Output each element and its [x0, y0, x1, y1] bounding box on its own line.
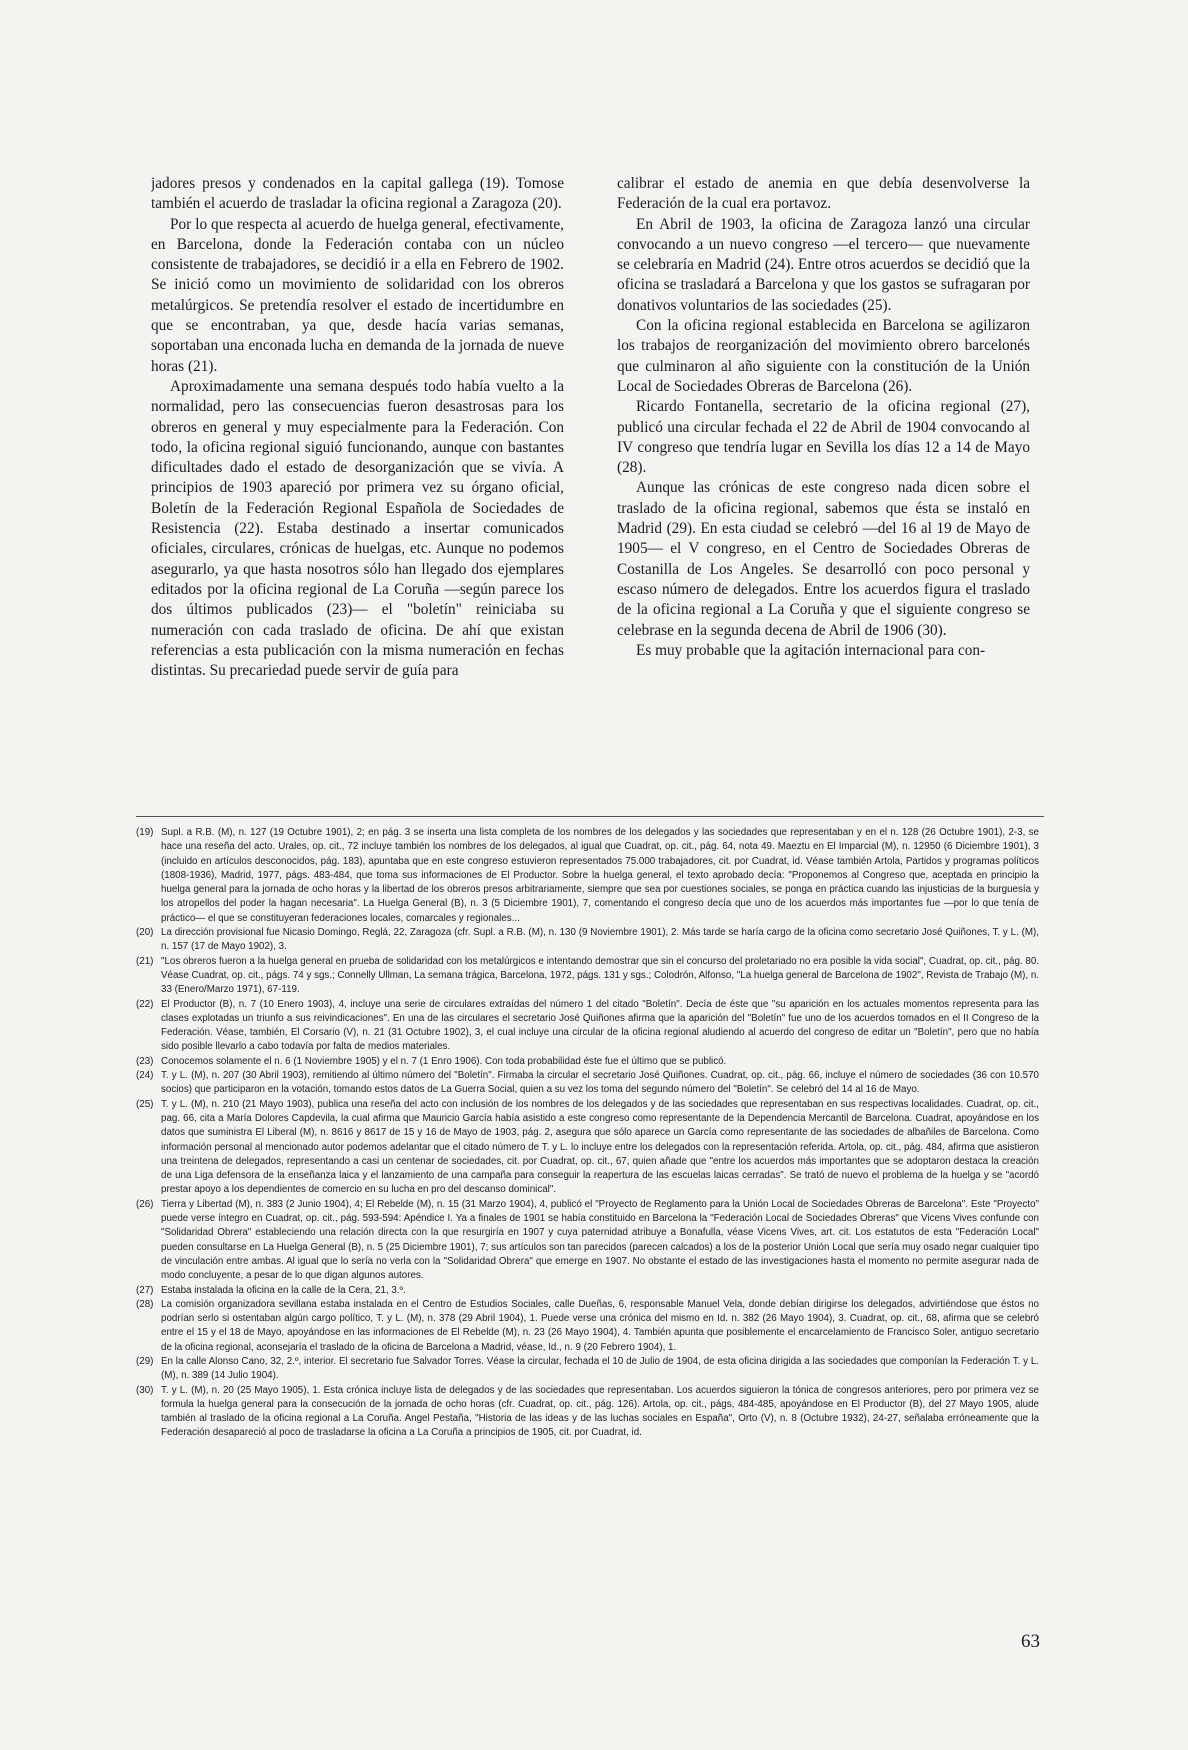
footnote	[136, 1384, 1039, 1441]
footnote	[136, 1069, 1039, 1098]
footnote-text: En la calle Alonso Cano, 32, 2.º, interior. El secretario fue Salvador Torres. Véase la circular, fechada el 10 de Julio de 1904, de esta oficina dirigida a las sociedades que componían la Federación T. y L. (M), n. 389 (14 Julio 1904).	[161, 1355, 1039, 1382]
footnote-number: (30)	[136, 1384, 154, 1396]
body-paragraph: Con la oficina regional establecida en Barcelona se agilizaron los trabajos de reorganización del movimiento obrero barcelonés que culminaron al año siguiente con la constitución de la Unión Local de Sociedades Obreras de Barcelona (26).	[617, 317, 1030, 395]
body-paragraph: Aunque las crónicas de este congreso nada dicen sobre el traslado de la oficina regional, sabemos que ésta se instaló en Madrid (29). En esta ciudad se celebró —del 16 al 19 de Mayo de 1905— el V congreso, en el Centro de Sociedades Obreras de Costanilla de Los Angeles. Se desarrolló con poco personal y escaso número de delegados. Entre los acuerdos figura el traslado de la oficina regional a La Coruña y que el siguiente congreso se celebrase en la segunda decena de Abril de 1906 (30).	[617, 479, 1030, 639]
footnote	[136, 826, 1039, 926]
footnote-number: (20)	[136, 927, 154, 939]
footnote-number: (26)	[136, 1198, 154, 1210]
footnote-text: T. y L. (M), n. 207 (30 Abril 1903), remitiendo al último número del "Boletín". Firmaba la circular el secretario José Quiñones. Cuadrat, op. cit., pág. 66, incluye el número de sociedades (36 con 10.570 socios) que participaron en la votación, tomando estos datos de La Guerra Social, quien a su vez los toma del segundo número del "Boletín". Se celebró del 14 al 16 de Mayo.	[161, 1070, 1039, 1096]
footnote-number: (19)	[136, 827, 154, 838]
footnote-text: El Productor (B), n. 7 (10 Enero 1903), 4, incluye una serie de circulares extraídas del número 1 del citado "Boletín". Decía de éste que "su aparición en los actuales momentos representa para las clases explotadas un triunfo a sus reivindicaciones". En una de las circulares el secretario José Quiñones afirma que la aparición del "Boletín" fue uno de los acuerdos tomados en el II Congreso de la Federación. Véase, también, El Corsario (V), n. 21 (31 Octubre 1902), 3, el cual incluye una circular de la oficina regional aludiendo al acuerdo del congreso de editar un "Boletín", pero que no había sido posible llevarlo a cabo todavía por falta de medios materiales.	[161, 998, 1039, 1053]
footnote-separator	[136, 816, 1044, 817]
footnote-number: (29)	[136, 1355, 154, 1367]
footnote-text: "Los obreros fueron a la huelga general en prueba de solidaridad con los metalúrgicos e intentando demostrar que sin el concurso del proletariado no era posible la vida social", Cuadrat, op. cit., pág. 80. Véase Cuadrat, op. cit., págs. 74 y sgs.; Connelly Ullman, La semana trágica, Barcelona, 1972, págs. 131 y sgs.; Colodrón, Alfonso, "La huelga general de Barcelona de 1902", Revista de Trabajo (M), n. 33 (Enero/Marzo 1971), 67-119.	[161, 955, 1039, 996]
footnote	[136, 1098, 1039, 1198]
main-body	[151, 174, 1041, 734]
footnote-number: (24)	[136, 1070, 154, 1082]
footnote	[136, 955, 1039, 998]
footnote-number: (23)	[136, 1055, 154, 1067]
footnote-text: Tierra y Libertad (M), n. 383 (2 Junio 1904), 4; El Rebelde (M), n. 15 (31 Marzo 1904), 4, publicó el "Proyecto de Reglamento para la Unión Local de Sociedades Obreras de Barcelona". Este "Proyecto" puede verse íntegro en Cuadrat, op. cit., pág. 593-594: Apéndice I. Ya a finales de 1901 se había constituido en Barcelona la "Federación Local de Sociedades Obreras" que Vicens Vives confunde con "Solidaridad Obrera" estableciendo una relación directa con la que resurgiría en 1907 y cuya paternidad atribuye a Bonafulla, véase Vicens Vives, art. cit. Los estatutos de esta "Federación Local" pueden consultarse en La Huelga General (B), n. 5 (25 Diciembre 1901), 7; sus artículos son tan parecidos (parecen calcados) a los de la posterior Unión Local que sería muy osado negar cualquier tipo de vinculación entre ambas. Al igual que lo sería no verla con la "Solidaridad Obrera" que emerge en 1907. No obstante el estado de las investigaciones hasta el momento no permite asegurar nada de modo concluyente, a pesar de lo que digan algunos autores.	[161, 1198, 1039, 1282]
body-column-left	[151, 174, 564, 734]
footnote-text: T. y L. (M), n. 210 (21 Mayo 1903), publica una reseña del acto con inclusión de los nombres de los delegados y de las sociedades que representaban en sus respectivas localidades. Cuadrat, op. cit., pag. 66, cita a María Dolores Capdevila, la cual afirma que Mauricio García había asistido a este congreso como representante de la Dependencia Mercantil de Barcelona. Cuadrat, apoyándose en los datos que suministra El Liberal (M), n. 8616 y 8617 de 15 y 16 de Mayo de 1903, pág. 2, asegura que sólo aparece un García como representante de las sociedades de albañiles de Barcelona. Como información personal al mencionado autor podemos adelantar que el citado número de T. y L. lo incluye entre los delegados con la representación referida. Artola, op. cit., pág. 484, afirma que asistieron una treintena de delegados, representando a casi un centenar de sociedades, cit. por Cuadrat, op. cit., 67, quien añade que "entre los acuerdos más importantes que se adoptaron destaca la creación de una Liga defensora de la enseñanza laica y el lanzamiento de una campaña para conseguir la reapertura de las escuelas laicas cerradas". Se trató de nuevo el problema de la huelga y se "acordó prestar apoyo a los dependientes de comercio en su lucha en pro del descanso dominical".	[161, 1098, 1039, 1196]
footnote	[136, 1355, 1039, 1384]
page-number: 63	[1021, 1631, 1040, 1652]
body-paragraph: Es muy probable que la agitación internacional para con-	[636, 641, 986, 659]
footnote-number: (28)	[136, 1298, 154, 1310]
body-column-right	[617, 174, 1030, 734]
footnote	[136, 1284, 1039, 1298]
footnote	[136, 998, 1039, 1055]
footnote-number: (22)	[136, 998, 154, 1010]
footnote	[136, 1298, 1039, 1355]
body-paragraph: En Abril de 1903, la oficina de Zaragoza lanzó una circular convocando a un nuevo congreso —el tercero— que nuevamente se celebraría en Madrid (24). Entre otros acuerdos se decidió que la oficina se trasladará a Barcelona y que los gastos se sufragaran por donativos voluntarios de las sociedades (25).	[617, 215, 1030, 314]
footnote-text: Conocemos solamente el n. 6 (1 Noviembre 1905) y el n. 7 (1 Enro 1906). Con toda probabilidad éste fue el último que se publicó.	[161, 1055, 727, 1067]
body-paragraph: calibrar el estado de anemia en que debía desenvolverse la Federación de la cual era portavoz.	[617, 175, 1030, 213]
footnote-number: (21)	[136, 955, 154, 967]
body-paragraph: Ricardo Fontanella, secretario de la oficina regional (27), publicó una circular fechada el 22 de Abril de 1904 convocando al IV congreso que tendría lugar en Sevilla los días 12 a 14 de Mayo (28).	[617, 398, 1030, 477]
footnote-text: Estaba instalada la oficina en la calle de la Cera, 21, 3.º.	[161, 1284, 406, 1296]
footnote-text: La dirección provisional fue Nicasio Domingo, Reglá, 22, Zaragoza (cfr. Supl. a R.B. (M), n. 130 (9 Noviembre 1901), 2. Más tarde se haría cargo de la oficina como secretario José Quiñones, T. y L. (M), n. 157 (17 de Mayo 1902), 3.	[161, 927, 1039, 953]
footnote-text: La comisión organizadora sevillana estaba instalada en el Centro de Estudios Sociales, calle Dueñas, 6, responsable Manuel Vela, donde debían dirigirse los delegados, advirtiéndose que éstos no podrían serlo si ostentaban algún cargo político, T. y L. (M), n. 378 (29 Abril 1904), 1. Puede verse una crónica del mismo en Id. n. 382 (26 Mayo 1904), 3. Cuadrat, op. cit., 68, afirma que se celebró entre el 15 y el 18 de Mayo, apoyándose en las informaciones de El Rebelde (M), n. 23 (26 Mayo 1904), 4. También apunta que posiblemente el encarcelamiento de Francisco Soler, antiguo secretario de la oficina regional, aconsejaría el traslado de la oficina de Barcelona a Madrid, véase, Id., n. 9 (20 Febrero 1904), 1.	[161, 1298, 1039, 1353]
footnote	[136, 1055, 1039, 1069]
footnote-text: Supl. a R.B. (M), n. 127 (19 Octubre 1901), 2; en pág. 3 se inserta una lista completa de los nombres de los delegados y las sociedades que representaban y en el n. 128 (26 Octubre 1901), 2-3, se hace una reseña del acto. Urales, op. cit., 72 incluye también los nombres de los delegados, al igual que Cuadrat, op. cit., pág. 64, nota 49. Maeztu en El Imparcial (M), n. 12950 (6 Diciembre 1901), 3 (incluido en artículos desconocidos, pág. 183), apuntaba que en este congreso estuvieron representados 75.000 trabajadores, cit. por Cuadrat, id. Véase también Artola, Partidos y programas políticos (1808-1936), Madrid, 1977, págs. 483-484, que toma sus informaciones de El Productor. Sobre la huelga general, el texto aprobado decía: "Proponemos al Congreso que, aceptada en principio la huelga general para la jornada de ocho horas y la libertad de los obreros presos arbitrariamente, siempre que sea por cuestiones sociales, se ponga en práctica cuando las injusticias de la burguesía y los atropellos del poder la hagan necesaria". La Huelga General (B), n. 3 (5 Diciembre 1901), 7, comentando el congreso decía que uno de los acuerdos más importantes fue —por lo que tenía de práctico— el que se constituyeran federaciones locales, comarcales y regionales...	[161, 827, 1039, 924]
footnote-number: (27)	[136, 1284, 154, 1296]
footnote	[136, 1198, 1039, 1284]
body-paragraph: jadores presos y condenados en la capital gallega (19). Tomose también el acuerdo de trasladar la oficina regional a Zaragoza (20).	[151, 175, 564, 213]
footnote	[136, 926, 1039, 955]
footnote-number: (25)	[136, 1098, 154, 1110]
footnote-text: T. y L. (M), n. 20 (25 Mayo 1905), 1. Esta crónica incluye lista de delegados y de las sociedades que representaban. Los acuerdos siguieron la tónica de congresos anteriores, pero por primera vez se formula la huelga general para la consecución de la jornada de ocho horas (cfr. Cuadrat, op. cit., pág. 126). Artola, op. cit., págs, 484-485, apoyándose en El Productor (B), del 27 Mayo 1905, alude también al traslado de la oficina regional a La Coruña. Angel Pestaña, "Historia de las ideas y de las luchas sociales en España", Orto (V), n. 8 (Octubre 1932), 24-27, señalaba erróneamente que la Federación desapareció al poco de trasladarse la oficina a La Coruña a principios de 1905, cit. por Cuadrat, id.	[161, 1384, 1039, 1439]
footnotes	[136, 826, 1039, 1626]
body-paragraph: Aproximadamente una semana después todo había vuelto a la normalidad, pero las consecuencias fueron desastrosas para los obreros en general y muy especialmente para la Federación. Con todo, la oficina regional siguió funcionando, aunque con bastantes dificultades dado el estado de desorganización que se vivía. A principios de 1903 apareció por primera vez su órgano oficial, Boletín de la Federación Regional Española de Sociedades de Resistencia (22). Estaba destinado a insertar comunicados oficiales, circulares, crónicas de huelgas, etc. Aunque no podemos asegurarlo, ya que hasta nosotros sólo han llegado dos ejemplares editados por la oficina regional de La Coruña —según parece los dos últimos publicados (23)— el "boletín" reiniciaba su numeración con cada traslado de oficina. De ahí que existan referencias a esta publicación con la misma numeración en fechas distintas. Su precariedad puede servir de guía para	[151, 377, 564, 680]
body-paragraph: Por lo que respecta al acuerdo de huelga general, efectivamente, en Barcelona, donde la Federación contaba con un núcleo consistente de trabajadores, se decidió ir a ella en Febrero de 1902. Se inició como un movimiento de solidaridad con los obreros metalúrgicos. Se pretendía resolver el estado de incertidumbre en que se encontraban, ya que, desde hacía varias semanas, soportaban una enconada lucha en demanda de la jornada de nueve horas (21).	[151, 215, 564, 375]
